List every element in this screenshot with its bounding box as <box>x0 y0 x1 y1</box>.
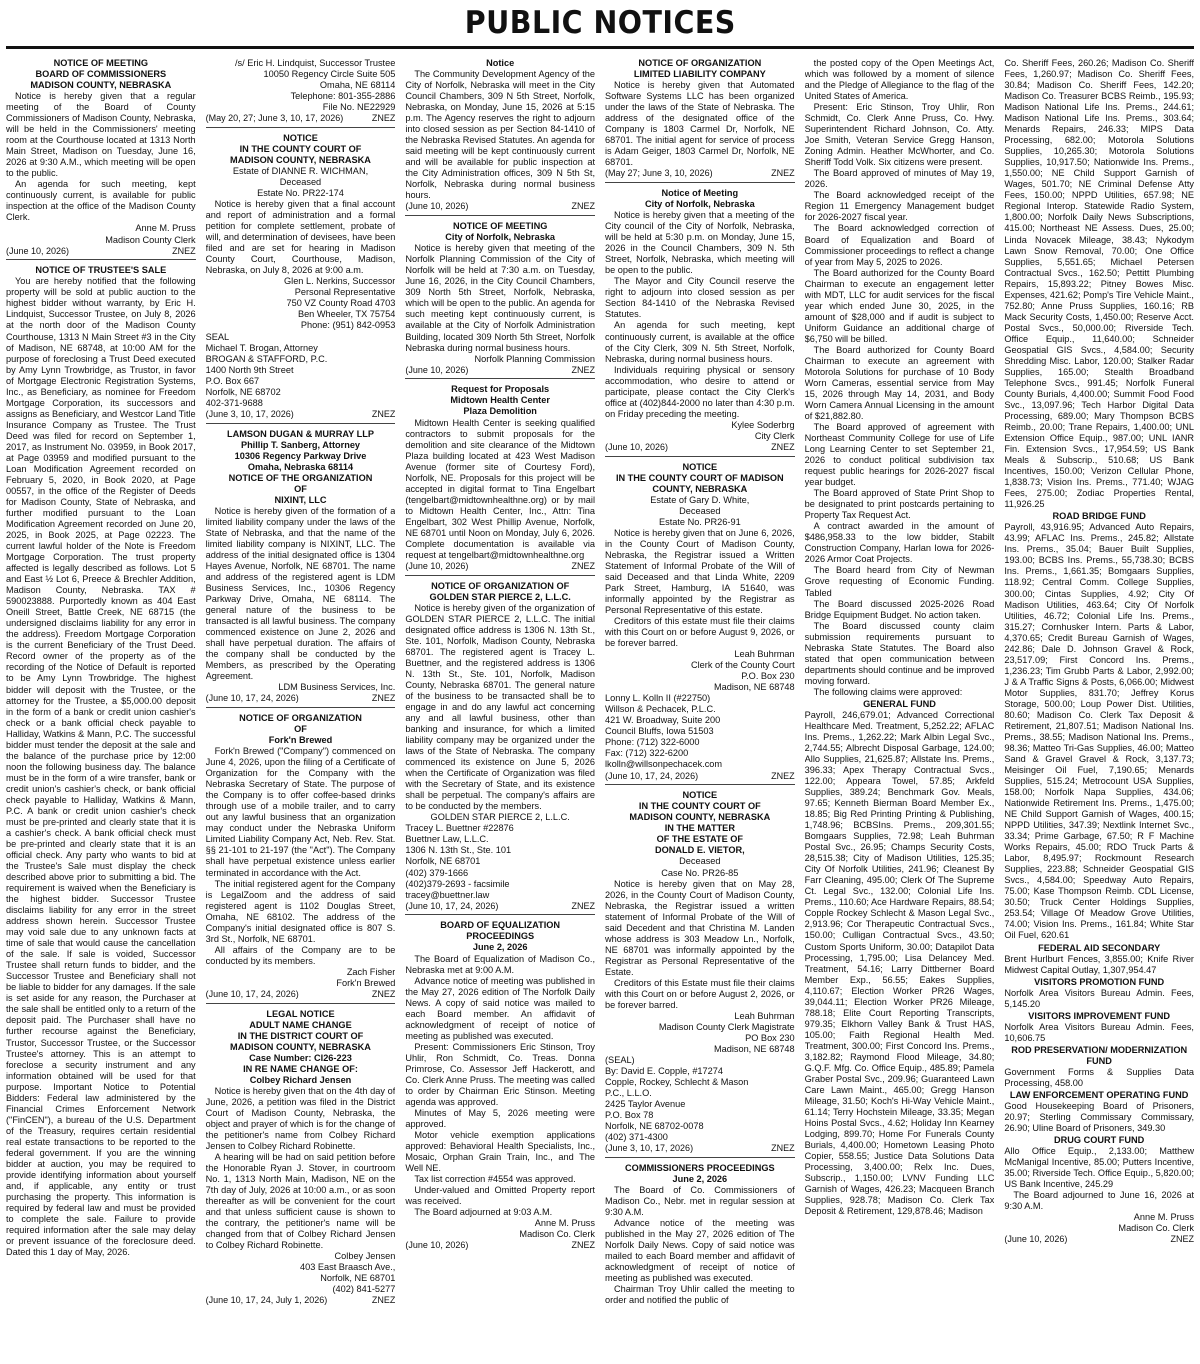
attorney-line: Willson & Pechacek, P.L.C. <box>605 704 716 715</box>
notice-paragraph: A hearing will be had on said petition before the Honorable Ryan J. Stover, in courtroom No. 1, 1313 North Main, Madison, NE on the 7th day of July, 2026 at 10:00 a.m., or as soon thereafter as will be convenient for the court and that unless sufficient cause is shown to the contrary, the petitioner's name will be changed from that of Colbey Richard Jensen to Colbey Richard Robinette. <box>205 1152 396 1251</box>
notice-block <box>605 788 795 1158</box>
notice-paragraph: The Board of Co. Commissioners of Madison Co., Nebr. met in regular session at 9:30 A.M. <box>605 1185 795 1218</box>
notice-block <box>206 131 396 424</box>
signature-line: (402) 841-5277 <box>332 1284 396 1295</box>
notice-paragraph: Fork'n Brewed ("Company") commenced on June 4, 2026, upon the filing of a Certificate of Organization for the Company with the Nebraska Secretary of State. The purpose of the Company is to offer coffee-based drinks through use of a mobile trailer, and to carry out any lawful business that an organization may conduct under the Nebraska Uniform Limited Liability Company Act, Neb. Rev. Stat. §§ 21-101 to 21-197 (the "Act"). The Company shall have perpetual existence unless earlier terminated in accordance with the Act. <box>205 746 396 878</box>
signature-line: Madison Co. Clerk <box>519 1229 595 1240</box>
fund-claims-text: Brent Hurlburt Fences, 3,855.00; Knife River Midwest Capital Outlay, 1,307,954.47 <box>1004 953 1194 975</box>
fund-heading: GENERAL FUND <box>863 698 936 709</box>
signature-line: Glen L. Nerkins, Successor <box>284 276 396 287</box>
notice-block <box>405 918 595 1254</box>
fund-claims-text: Payroll, 246,679.01; Advanced Correctional Healthcare Med. Treatment, 5,252.22; AFLAC Ins. Prems., 1,262.22; Mark Albin Legal Svc., 2,744.55; Albrecht Disposal Garbage, 124.00; Allo Supplies, 21,625.87; Allstate Ins. Prems., 396.33; Apex Therapy Contractual Svcs., 122.00; Appeara Towel, 57.85; Arkfeld Supplies, 389.24; Benchmark Gov. Meals, 97.65; Kenneth Bierman Board Member Ex., 18.85; Big Red Printing Printing & Publishing, 1,748.96; BCBSIns. Prems., 209,301.55; Bomgaars Supplies, 72.98; Leah Buhrman Postal Svc., 26.95; Champs Security Costs, 28,515.38; City of Madison Utilities, 125.35; City Of Norfolk Utilities, 241.96; Cleanest By Farr Cleaning, 495.00; Clerk Of The Supreme Ct. Legal Svc., 132.00; Colonial Life Ins. Prems., 110.60; Ace Hardware Repairs, 88.54; Copple Rockey Schlecht & Mason Legal Svc., 2,913.96; Cor Therapeutic Contractual Svcs., 150.00; Culligan Contractual Svcs., 43.50; Custom Sports Uniform, 30.00; Datapilot Data Processing, 1,795.00; Lisa Delancey Med. Treatment, 54.16; Larry Dittberner Board Member Exp., 56.55; Eakes Supplies, 4,110.67; Election Worker PR26 Wages, 39,044.11; Election Worker PR26 Mileage, 788.18; Elite Court Reporting Transcripts, 979.35; Elkhorn Valley Bank & Trust HAS, 105.00; Faith Regional Health Med. Treatment, 300.00; First Concord Ins. Prems., 3,182.82; Raymond Flood Mileage, 34.80; G.Q.F. Mfg. Co. Office Equip., 485.89; Pamela Graber Postal Svc., 209.96; Guaranteed Lawn Care Lawn Maint., 465.00; Gregg Hanson Mileage, 31.50; Koch's Hi-Way Vehicle Maint., 61.14; Terry Hochstein Mileage, 33.35; Megan Hoins Postal Svcs., 4.62; Holiday Inn Kearney Lodging, 899.70; Home For Funerals County Burials, 4,400.00; Hometown Leasing Photo Copier, 558.55; Justice Data Solutions Data Processing, 3,400.00; Relx Inc. Dues, Subscrip., 1,150.00; LVNV Funding LLC Garnish of Wages, 426.23; Macqueen Branch Supplies, 928.78; Madison Co. Clerk Tax Deposit & Retirement, 129,878.46; Madison <box>804 709 995 1217</box>
attorney-line: (402) 371-4300 <box>605 1132 668 1143</box>
publication-dates: (June 10, 2026) <box>1004 1234 1068 1245</box>
signature-line: Madison County Clerk <box>105 234 196 245</box>
publication-dates: (June 10, 17, 24, 2026) <box>205 988 299 999</box>
fund-heading: FEDERAL AID SECONDARY <box>1038 942 1161 953</box>
attorney-line: By: David E. Copple, #17274 <box>605 1066 723 1077</box>
publication-dates: (June 10, 2026) <box>605 441 669 452</box>
publication-footer <box>405 365 595 376</box>
signature-line: Omaha, NE 68114 <box>319 80 396 91</box>
notice-title-line: GOLDEN STAR PIERCE 2, L.L.C. <box>429 591 571 602</box>
notice-title-line: NOTICE OF ORGANIZATION OF <box>431 580 570 591</box>
publication-footer <box>605 771 795 782</box>
notice-paragraph: Notice is hereby given that meeting of the Norfolk Planning Commission of the City of Norfolk will be held at 7:30 a.m. on Tuesday, June 16, 2026, in the City Council Chambers, 309 North 5th Street, Norfolk, Nebraska, which will be open to the public. An agenda for such meeting kept continuously current, is available at the City of Norfolk Administration Building, located 309 North 5th Street, Norfolk Nebraska during normal business hours. <box>405 243 595 353</box>
signature-line: City Clerk <box>754 430 795 441</box>
signature-line: Telephone: 801-355-2886 <box>290 91 396 102</box>
notice-paragraph: The initial registered agent for the Company is LegalZoom and the address of said registered agent is 1102 Douglas Street, Omaha, NE 68102. The address of the Company's initial designated office is 807 S. 3rd St., Norfolk, NE 68701. <box>205 878 396 944</box>
signature-line: 403 East Braasch Ave., <box>299 1262 396 1273</box>
notice-block <box>6 56 196 260</box>
notice-paragraph: The following claims were approved: <box>813 686 963 697</box>
notice-paragraph: The Board of Equalization of Madison Co., Nebraska met at 9:00 A.M. <box>405 953 595 975</box>
publication-footer <box>206 113 396 124</box>
signature-line: 750 VZ County Road 4703 <box>286 298 396 309</box>
notice-title-line: OF <box>294 724 307 735</box>
signature-line: 10050 Regency Circle Suite 505 <box>263 69 396 80</box>
notice-title-line: MADISON COUNTY, NEBRASKA <box>629 812 771 823</box>
publication-dates: (June 10, 2026) <box>405 560 469 571</box>
notice-title-line: Notice <box>486 58 515 68</box>
publication-footer <box>405 561 595 572</box>
notice-paragraph: The Board adjourned at 9:03 A.M. <box>414 1207 553 1218</box>
attorney-line: Lonny L. Kolln II (#22750) <box>605 693 711 704</box>
attorney-line: Buettner Law, L.L.C. <box>405 834 489 845</box>
signature-line: Madison Co. Clerk <box>1118 1223 1194 1234</box>
attorney-line: 402-371-9688 <box>205 397 263 408</box>
notice-paragraph: The Mayor and City Council reserve the right to adjourn into closed session as per Section 84-1410 of the Nebraska Revised Statutes. <box>605 276 795 320</box>
publication-dates: (June 10, 2026) <box>405 364 469 375</box>
publication-dates: (June 10, 2026) <box>405 1240 469 1251</box>
publication-dates: (June 10, 2026) <box>6 245 70 256</box>
notice-title-line: LAMSON DUGAN & MURRAY LLP <box>226 428 374 439</box>
signature-line: LDM Business Services, Inc. <box>278 682 396 693</box>
fund-heading: ROAD BRIDGE FUND <box>1052 511 1146 522</box>
notice-title-line: Midtown Health Center <box>450 395 550 406</box>
notice-title-line: OF <box>294 483 307 494</box>
attorney-line: Michael T. Brogan, Attorney <box>205 342 318 353</box>
notice-title-line: MADISON COUNTY, NEBRASKA <box>30 80 172 91</box>
notice-title-line: NOTICE OF MEETING <box>452 221 548 232</box>
publication-code: ZNEZ <box>172 245 196 256</box>
fund-claims-text: Co. Sheriff Fees, 260.26; Madison Co. Sheriff Fees, 1,260.97; Madison Co. Sheriff Fees, 30.84; Madison Co. Sheriff Fees, 142.20; Madison Co. Treasurer BCBS Reimb., 195.93; Madison National Life Ins. Prems., 244.61; Madison National Life Ins. Prems., 303.64; Menards Repairs, 246.33; MIPS Data Processing, 682.00; Motorola Solutions Supplies, 10,265.30; Motorola Solutions Supplies, 10,917.50; Nationwide Ins. Prems., 1,550.00; NE Child Support Garnish of Wages, 501.70; NE Criminal Defense Atty Fees, 150.00; NPPD Utilities, 657.98; NE Regional Interop. Statewide Radio System, 1,800.00; Norfolk Daily News Subscriptions, 415.00; Northeast NE Assess. Dues, 25.00; Linda Novacek Mileage, 38.43; Nykodym Lawn Snow Removal, 70.00; One Office Supplies, 5,551.65; Michael Petersen Contractual Svcs., 162.50; Pettitt Plumbing Repairs, 15,893.22; Pitney Bowes Misc. Expenses, 421.62; Pomp's Tire Vehicle Maint., 752.80; Anne Pruss Supplies, 160.16; RB Mack Security Costs, 1,450.00; Reserve Acct. Postal Svcs., 50,000.00; Riverside Tech. Office Equip., 11,640.00; Schneider Geospatial GIS Svcs., 4,584.00; Security Shredding Misc. Labor, 120.00; Stalker Radar Supplies, 165.00; Stealth Broadband Telephone Svcs., 991.45; Norfolk Funeral County Burials, 4,400.00; Summit Food Food Svc., 13,097.96; Tech Harbor Digital Data Processing, 689.00; Mary Thompson BCBS Reimb., 20.00; Trane Repairs, 1,400.00; UNL Extension Office Equip., 987.00; UNL IANR Fin. Extension Svcs., 17,954.59; US Bank Meals & Subscrip., 510.68; US Bank Incentives, 150.00; Verizon Cellular Phone, 1,838.73; Vision Ins. Prems., 771.40; WJAG Fees, 275.00; Zodiac Properties Rental, 11,926.25 <box>1004 58 1194 510</box>
notice-block <box>405 382 595 575</box>
notice-title-line: NOTICE <box>682 790 718 801</box>
notice-paragraph: The Board approved of agreement with Northeast Community College for use of Life Long Learning Center to set September 21, 2026 to conduct political subdivision tax request public hearings for 2026-2027 fiscal year budget. <box>804 422 995 488</box>
notice-paragraph: Notice is hereby given that a meeting of the City council of the City of Norfolk, Nebraska, will be held at 5:30 p.m. on Monday, June 15, 2026 in the Council Chambers, 309 N. 5th Street, Norfolk, Nebraska, which meeting will be open to the public. <box>605 210 795 276</box>
notice-block <box>605 460 795 786</box>
publication-code: ZNEZ <box>571 900 595 911</box>
publication-code: ZNEZ <box>571 201 595 212</box>
publication-dates: (May 27; June 3, 10, 2026) <box>605 168 713 179</box>
attorney-line: Norfolk, NE 68702 <box>205 386 281 397</box>
notice-paragraph: The Board acknowledged correction of Board of Equalization and Board of Commissioner proceedings to reflect a change of year from May 5, 2025 to 2026. <box>804 223 995 267</box>
notice-title-line: June 2, 2026 <box>672 1174 728 1185</box>
notice-block <box>1004 56 1194 1248</box>
publication-footer <box>206 1295 396 1306</box>
notice-columns <box>6 56 1194 1360</box>
notice-paragraph: Notice is hereby given that a regular meeting of the Board of County Commissioners of Madison County, Nebraska, will be held in the Commissioners' meeting room at the Courthouse located at 1313 North Main Street, Madison on Tuesday, June 16, 2026 at 9:30 A.M., which meeting will be open to the public. <box>6 91 196 179</box>
notice-paragraph: All affairs of the Company are to be conducted by its members. <box>205 944 396 966</box>
fund-claims-text: Norfolk Area Visitors Bureau Admin. Fees, 10,606.75 <box>1004 1021 1194 1043</box>
signature-line: Anne M. Pruss <box>534 1218 595 1229</box>
fund-heading: ROD PRESERVATION/ MODERNIZATION FUND <box>1011 1044 1188 1066</box>
notice-title-line: IN THE COUNTY COURT OF <box>638 801 761 812</box>
notice-title-line: Notice of Meeting <box>661 188 739 199</box>
notice-title-line: Fork'n Brewed <box>268 735 333 746</box>
notice-block <box>405 219 595 379</box>
publication-code: ZNEZ <box>371 1295 396 1306</box>
publication-dates: (June 10, 17, 24, July 1, 2026) <box>205 1295 328 1306</box>
notice-paragraph: Midtown Health Center is seeking qualified contractors to submit proposals for the demolition and site clearance of the Midtown Plaza building located at 423 West Madison Avenue (former site of Courtesy Ford), Norfolk, NE. Proposals for this project will be accepted in digital format to Tina Engelbart (tengelbart@midtownhealthne.org) or by mail to Midtown Health Center, Inc., Attn: Tina Engelbart, 302 West Phillip Avenue, Norfolk, NE 68701 until Noon on Monday, July 6, 2026. Complete documentation is available via request at tengelbart@midtownhealthne.org <box>405 417 595 560</box>
publication-dates: (June 10, 17, 24, 2026) <box>205 693 299 704</box>
signature-line: Leah Buhrman <box>734 1010 795 1021</box>
notice-caption-line: Estate No. PR26-91 <box>658 516 741 527</box>
publication-code: ZNEZ <box>771 770 795 781</box>
notice-caption-line: Deceased <box>279 177 322 188</box>
attorney-line: (SEAL) <box>605 1055 635 1066</box>
notice-block <box>405 56 595 216</box>
notice-paragraph: Notice is hereby given that Automated Software Systems LLC has been organized under the laws of the State of Nebraska. The address of the designated office of the Company is 1803 Carmel Dr, Norfolk, NE 68701. The initial agent for service of process is Adam Geiger, 1803 Carmel Dr, Norfolk, NE 68701. <box>605 80 795 168</box>
signature-line: PO Box 230 <box>745 1032 795 1043</box>
notice-paragraph: Present: Commissioners Eric Stinson, Troy Uhlir, Ron Schmidt, Co. Treas. Donna Primrose, Co. Assessor Jeff Hackerott, and Co. Clerk Anne Pruss. The meeting was called to order by Chairman Eric Stinson. Meeting agenda was approved. <box>405 1041 595 1107</box>
publication-footer <box>405 201 595 212</box>
notice-paragraph: Notice is hereby given of the organization of GOLDEN STAR PIERCE 2, L.L.C. The initial designated office address is 1306 N. 13th St., Ste. 101, Norfolk, Madison County, Nebraska 68701. The registered agent is Tracey L. Buettner, and the registered address is 1306 N. 13th St., Ste. 101, Norfolk, Madison County, Nebraska 68701. The general nature of the business to be transacted shall be to engage in and do any lawful act concerning any and all lawful business, other than banking and insurance, for which a limited liability company may be organized under the laws of the State of Nebraska. The company commenced its existence on June 5, 2026 when the Certificate of Organization was filed with the Secretary of State, and its existence shall be perpetual. The company's affairs are to be conducted by the members. <box>405 602 595 812</box>
attorney-line: Norfolk, NE 68701 <box>405 856 481 867</box>
attorney-line: 1400 North 9th Street <box>205 364 294 375</box>
fund-heading: VISITORS IMPROVEMENT FUND <box>1028 1010 1171 1021</box>
publication-code: ZNEZ <box>571 364 595 375</box>
notice-paragraph: An agenda for such meeting, kept continuously current, is available for public inspection at the office of the Madison County Clerk. <box>6 179 196 223</box>
notice-title-line: ADULT NAME CHANGE <box>249 1019 352 1030</box>
notice-caption-line: Estate of Gary D. White, <box>650 494 750 505</box>
notice-column <box>805 56 995 1360</box>
attorney-line: 421 W. Broadway, Suite 200 <box>605 715 721 726</box>
notice-block <box>405 579 595 916</box>
notice-paragraph: An agenda for such meeting, kept continuously current, is available at the office of the City Clerk, 309 N. 5th Street, Norfolk, Nebraska, during normal business hours. <box>605 320 795 364</box>
notice-title-line: COMMISSIONERS PROCEEDINGS <box>625 1163 775 1174</box>
publication-code: ZNEZ <box>771 1143 795 1154</box>
notice-column <box>206 56 396 1360</box>
notice-column <box>605 56 795 1360</box>
notice-title-line: 10306 Regency Parkway Drive <box>234 450 367 461</box>
notice-title-line: DONALD E. VIETOR, <box>654 845 745 856</box>
notice-block <box>6 263 196 1261</box>
notice-title-line: COUNTY, NEBRASKA <box>652 483 748 494</box>
notice-title-line: City of Norfolk, Nebraska <box>445 232 556 243</box>
notice-title-line: NOTICE <box>682 461 718 472</box>
notice-paragraph: Minutes of May 5, 2026 meeting were approved. <box>405 1107 595 1129</box>
notice-paragraph: Notice is hereby given that on May 28, 2026, in the County Court of Madison County, Nebraska, the Registrar issued a written statement of Informal Probate of the Will of said Decedent and that Christina M. Landen whose address is 303 Meadow Ln., Norfolk, NE 68701 was informally appointed by the Registrar as Personal Representative of the Estate. <box>605 878 795 977</box>
notice-title-line: NOTICE OF MEETING <box>53 58 149 68</box>
notice-title-line: Omaha, Nebraska 68114 <box>247 461 354 472</box>
notice-title-line: Colbey Richard Jensen <box>249 1074 352 1085</box>
notice-paragraph: You are hereby notified that the following property will be sold at public auction to the highest bidder without warranty, by Eric H. Lindquist, Successor Trustee, on July 8, 2026 at the north door of the Madison County Courthouse, 1313 N Main Street #3 in the City of Madison, NE 68748, at 10:00 AM for the purpose of foreclosing a Trust Deed executed by Amy Lynn Trowbridge, as Trustor, in favor of Mortgage Electronic Registration Systems, Inc., as Beneficiary, as nominee for Freedom Mortgage Corporation, its successors and assigns as Beneficiary, and Westcor Land Title Insurance Company as Trustee. The Trust Deed was filed for record on September 1, 2017, as Instrument No. 03959, in Book 2017, at Page 03959 and modified pursuant to the Loan Modification Agreement recorded on February 5, 2020, in Book 2020, at Page 00557, in the office of the Register of Deeds for Madison County, State of Nebraska, and further modified pursuant to the Loan Modification Agreement recorded on June 20, 2025, in Book 2025, at Page 02223. The current lawful holder of the Note is Freedom Mortgage Corporation. The trust property affected is legally described as follows. Lot 5 and East ½ Lot 6, Preece & Brechler Addition, Madison County, Nebraska. TAX # 590023888. Purportedly known as 404 East Oneill Street, Battle Creek, NE 68715 (the undersigned disclaims liability for any error in the address). Freedom Mortgage Corporation is the current Beneficiary of the Trust Deed. Record owner of the property as of the recording of the Notice of Default is reported to be Amy Lynn Trowbridge. The highest bidder will deposit with the Trustee, or the attorney for the Trustee, a $5,000.00 deposit in the form of a bank or credit union cashier's check or a bank official check payable to Halliday, Watkins & Mann, P.C. The successful bidder must tender the deposit at the sale and the balance of the purchase price by 12:00 noon the following business day. The balance must be in the form of a wire transfer, bank or credit union's cashier's check, or bank official check payable to Halliday, Watkins & Mann, P.C. A bank or credit union cashier's check must be pre-printed and clearly state that it is a cashier's check. A bank official check must be pre-printed and clearly state that it is an official check. Any party who wants to bid at the Trustee's Sale must display the check described above prior to submitting a bid. The requirement is waived when the Beneficiary is the highest bidder. Successor Trustee disclaims liability for any error in the street address shown herein. Successor Trustee may void sale due to any unknown facts at time of sale that would cause the cancellation of the sale. If sale is voided, Successor Trustee shall return funds to bidder, and the Successor Trustee and Beneficiary shall not be liable to bidder for any damages. If the sale is set aside for any reason, the Purchaser at the sale shall be entitled only to a return of the deposit paid. The Purchaser shall have no further recourse against the Beneficiary, Trustor, Successor Trustee, or the Successor Trustee's attorney. This is an attempt to foreclose a security instrument and any information obtained will be used for that purpose. Important Notice to Potential Bidders: Federal law administered by the Financial Crimes Enforcement Network ("FinCEN"), a bureau of the U.S. Department of the Treasury, requires certain residential real estate transactions to be reported to the federal government. If you are the winning bidder at auction, you may be required to provide identifying information about yourself and, if applicable, any entity or trust purchasing the property. This information is required by federal law and must be provided to complete the sale. Failure to provide required information after the sale may delay or prevent issuance of the foreclosure deed. Dated this 1 day of May, 2026. <box>6 276 196 1258</box>
publication-code: ZNEZ <box>371 408 396 419</box>
signature-line: Personal Representative <box>294 287 396 298</box>
publication-code: ZNEZ <box>1170 1234 1194 1245</box>
publication-footer <box>1004 1234 1194 1245</box>
notice-paragraph: The Board approved of State Print Shop to be designated to print postcards pertaining to Property Tax Request Act. <box>804 488 995 521</box>
notice-column <box>405 56 595 1360</box>
notice-block <box>206 1007 396 1310</box>
signature-line: Leah Buhrman <box>734 649 795 660</box>
notice-block <box>206 427 396 709</box>
fund-heading: LAW ENFORCEMENT OPERATING FUND <box>1009 1089 1189 1100</box>
notice-title-line: Phillip T. Sanberg, Attorney <box>240 439 361 450</box>
notice-paragraph: Notice is hereby given that on June 6, 2026, in the County Court of Madison County, Nebraska, the Registrar issued a Written Statement of Informal Probate of the Will of said Deceased and that Linda White, 2209 Park Street, Hamburg, IA 51640, was informally appointed by the Registrar as Personal Representative of this estate. <box>605 527 795 616</box>
notice-caption-line: Estate of DIANNE R. WICHMAN, <box>232 166 369 177</box>
signature-line: Madison, NE 68748 <box>713 682 795 693</box>
notice-title-line: IN THE MATTER <box>664 823 735 834</box>
attorney-line: SEAL <box>205 331 230 342</box>
notice-title-line: IN THE DISTRICT COURT OF <box>237 1030 364 1041</box>
attorney-line: (402) 379-1666 <box>405 867 469 878</box>
notice-title-line: BOARD OF COMMISSIONERS <box>35 69 167 80</box>
publication-footer <box>6 246 196 257</box>
signature-line: Norfolk, NE 68701 <box>320 1273 396 1284</box>
publication-code: ZNEZ <box>571 1240 595 1251</box>
attorney-line: Tracey L. Buettner #22876 <box>405 823 514 834</box>
signature-line: Kylee Soderbrg <box>731 419 795 430</box>
signature-line: P.O. Box 230 <box>741 671 795 682</box>
publication-footer <box>206 693 396 704</box>
attorney-line: P.O. Box 78 <box>605 1110 654 1121</box>
attorney-line: Fax: (712) 322-6200 <box>605 748 689 759</box>
signature-line: Ben Wheeler, TX 75754 <box>297 309 396 320</box>
fund-claims-text: Payroll, 43,916.95; Advanced Auto Repairs, 43.99; AFLAC Ins. Prems., 245.82; Allstate Ins. Prems., 35.04; Bauer Built Supplies, 193.00; BCBS Ins. Prems., 55,738.30; BCBS Ins. Prems., 1,661.35; Bomgaars Supplies, 118.92; Central Comm. College Supplies, 300.00; Cintas Supplies, 4.92; City Of Madison Utilities, 463.64; City Of Norfolk Utilities, 46.72; Colonial Life Ins. Prems., 315.27; Cornhusker Intern. Parts & Labor, 4,370.65; Credit Bureau Garnish of Wages, 242.86; Dale D. Johnson Gravel & Rock, 23,517.09; First Concord Ins. Prems., 1,236.23; Tim Grubb Parts & Labor, 2,992.00; J & A Traffic Signs & Posts, 6,066.00; Midwest Motor Supplies, 831.70; Jeffrey Korus Storage, 500.00; Loup Power Dist. Utilities, 80.60; Madison Co. Clerk Tax Deposit & Retirement, 21,807.51; Madison National Ins. Prems., 38.55; Madison National Ins. Prems., 98.36; Matteo Tri-Gas Supplies, 46.00; Matteo Sand & Gravel Gravel & Rock, 3,137.73; Meisinger Oil Fuel, 7,190.65; Menards Supplies, 515.24; Metrocount USA Supplies, 158.00; Norfolk Napa Supplies, 434.06; Nationwide Retirement Ins. Prems., 1,475.00; NE Child Support Garnish of Wages, 400.15; NPPD Utilities, 347.39; Nextlink Internet Svc., 33.34; Prime Garbage, 67.50; R F Machine Works Repairs, 45.00; RDO Truck Parts & Labor, 8,495.97; Rockmount Research Supplies, 223.88; Schneider Geospatial GIS Svcs., 4,584.00; Speedway Auto Repairs, 75.00; Kase Thompson Reimb. CDL License, 30.50; Truck Center Holdings Supplies, 253.54; Village Of Meadow Grove Utilities, 74.00; Vision Ins. Prems., 161.84; White Star Oil Fuel, 620.61 <box>1004 522 1194 941</box>
notice-block <box>206 56 396 128</box>
attorney-line: 2425 Taylor Avenue <box>605 1099 686 1110</box>
notice-title-line: NIXINT, LLC <box>274 494 327 505</box>
signature-line: Zach Fisher <box>346 966 396 977</box>
signature-line: Madison County Clerk Magistrate <box>658 1021 795 1032</box>
notice-title-line: NOTICE OF ORGANIZATION <box>239 713 362 724</box>
signature-line: Anne M. Pruss <box>135 223 196 234</box>
publication-code: ZNEZ <box>371 113 396 124</box>
notice-title-line: Request for Proposals <box>451 384 550 395</box>
notice-paragraph: Under-valued and Omitted Property report was received. <box>405 1185 595 1207</box>
notice-paragraph: Motor vehicle exemption applications approved: Behavioral Health Specialists, Inc., Mosaic, Orphan Grain Train, Inc., and The Well NE. <box>405 1130 595 1174</box>
notice-paragraph: The Community Development Agency of the City of Norfolk, Nebraska will meet in the City Council Chambers, 309 N 5th Street, Norfolk, Nebraska, on Monday, June 15, 2026 at 5:15 p.m. The Agency reserves the right to adjourn into closed session as per Section 84-1410 of the Nebraska Revised Statutes. An agenda for said meeting will be kept continuously current and will be available for public inspection at the City Administration offices, 309 N 5th St, Norfolk, Nebraska during normal business hours. <box>405 69 595 201</box>
notice-title-line: June 2, 2026 <box>472 942 528 953</box>
attorney-line: Norfolk, NE 68702-0078 <box>605 1121 704 1132</box>
notice-paragraph: Creditors of this Estate must file their claims with this Court on or before August 2, 2026, or be forever barred. <box>605 977 795 1010</box>
fund-claims-text: Good Housekeeping Board of Prisoners, 20.97; Sterling Commissary Commissary, 26.90; Uline Board of Prisoners, 349.30 <box>1004 1100 1194 1133</box>
notice-caption-line: GOLDEN STAR PIERCE 2, L.L.C. <box>430 812 570 823</box>
notice-paragraph: Chairman Troy Uhlir called the meeting to order and notified the public of <box>605 1284 795 1306</box>
notice-paragraph: The Board heard from City of Newman Grove requesting of Economic Funding. Tabled <box>804 565 995 598</box>
signature-line: Phone: (951) 842-0953 <box>300 320 396 331</box>
page-header <box>6 0 1194 49</box>
fund-heading: VISITORS PROMOTION FUND <box>1034 976 1165 987</box>
notice-block <box>605 56 795 183</box>
attorney-line: lkolln@willsonpechacek.com <box>605 759 723 770</box>
page-title: PUBLIC NOTICES <box>464 5 736 41</box>
signature-line: /s/ Eric H. Lindquist, Successor Trustee <box>234 58 396 68</box>
notice-title-line: IN THE COUNTY COURT OF <box>239 143 362 154</box>
notice-paragraph: The Board authorized for County Board Chairman to execute an agreement with Motorola Solutions for purchase of 10 Body Worn Cameras, essential service from May 15, 2026 through May 14, 2031, and Body Worn Camera Annual Licensing in the amount of $21,882.80. <box>804 344 995 421</box>
fund-heading: DRUG COURT FUND <box>1053 1135 1145 1146</box>
notice-paragraph: The Board discussed 2025-2026 Road Bridge Equipment Budget. No action taken. <box>804 598 995 620</box>
notice-title-line: NOTICE OF TRUSTEE'S SALE <box>35 265 167 276</box>
signature-line: Madison, NE 68748 <box>713 1044 795 1055</box>
publication-footer <box>605 168 795 179</box>
notice-paragraph: Notice is hereby given of the formation of a limited liability company under the laws of the State of Nebraska, and that the name of the limited liability company is NIXINT, LLC. The address of the initial designated office is 1304 Hayes Avenue, Norfolk, NE 68701. The name and address of the registered agent is LDM Business Services, Inc., 10306 Regency Parkway Drive, Omaha, NE 68114. The general nature of the business to be transacted is all lawful business. The company commenced existence on June 2, 2026 and shall have perpetual duration. The affairs of the company shall be conducted by the Members, as prescribed by the Operating Agreement. <box>205 505 396 682</box>
notice-caption-line: Estate No. PR22-174 <box>257 188 344 199</box>
notice-title-line: PROCEEDINGS <box>466 931 535 942</box>
notice-title-line: LEGAL NOTICE <box>266 1008 335 1019</box>
fund-claims-text: Government Forms & Supplies Data Processing, 458.00 <box>1004 1066 1194 1088</box>
notice-paragraph: Tax list correction #4554 was approved. <box>414 1174 576 1185</box>
notice-paragraph: The Board authorized for the County Board Chairman to execute an engagement letter with MDT, LLC for audit services for the fiscal year which ended June 30, 2025, in the amount of $28,000 and if audit is subject to Uniform Guidance an additional charge of $6,750 will be billed. <box>804 267 995 344</box>
attorney-line: BROGAN & STAFFORD, P.C. <box>205 353 328 364</box>
notice-paragraph: the posted copy of the Open Meetings Act, which was followed by a moment of silence and the Pledge of Allegiance to the flag of the United States of America. <box>804 58 995 102</box>
publication-dates: (June 10, 17, 24, 2026) <box>405 900 499 911</box>
fund-claims-text: Allo Office Equip., 2,133.00; Matthew McManigal Incentive, 85.00; Putters Incentive, 35.00; Riverside Tech. Office Equip., 5,820.00; US Bank Incentive, 245.29 <box>1004 1146 1194 1190</box>
attorney-line: Council Bluffs, Iowa 51503 <box>605 726 714 737</box>
notice-title-line: Case Number: CI26-223 <box>249 1052 352 1063</box>
notice-title-line: IN THE COUNTY COURT OF MADISON <box>615 472 784 483</box>
notice-paragraph: Present: Eric Stinson, Troy Uhlir, Ron Schmidt, Co. Clerk Anne Pruss, Co. Hwy. Superintendent Richard Johnson, Co. Atty. Joe Smith, Veteran Service Gregg Hanson, Zoning Admin. Heather McWhorter, and Co. Sheriff Todd Volk. Six citizens were present. <box>804 102 995 168</box>
notice-title-line: NOTICE OF ORGANIZATION <box>638 58 762 68</box>
publication-footer <box>405 901 595 912</box>
notice-title-line: BOARD OF EQUALIZATION <box>440 920 561 931</box>
notice-title-line: MADISON COUNTY, NEBRASKA <box>230 1041 371 1052</box>
publication-code: ZNEZ <box>371 988 396 999</box>
signature-line: Anne M. Pruss <box>1133 1212 1194 1223</box>
notice-paragraph: A contract awarded in the amount of $486,958.33 to the low bidder, Stabilt Construction Company, Harlan Iowa for 2026-2026 Armor Coat Projects. <box>804 521 995 565</box>
publication-code: ZNEZ <box>771 168 795 179</box>
notice-title-line: NOTICE <box>283 132 318 143</box>
notice-block <box>605 186 795 457</box>
publication-code: ZNEZ <box>571 560 595 571</box>
attorney-line: Phone: (712) 322-6000 <box>605 737 700 748</box>
notice-paragraph: Individuals requiring physical or sensory accommodation, who desire to attend or participate, please contact the City Clerk's office at (402)844-2000 no later than 4:30 p.m. on Friday preceding the meeting. <box>605 364 795 419</box>
notice-caption-line: Deceased <box>679 505 721 516</box>
fund-claims-text: Norfolk Area Visitors Bureau Admin. Fees, 5,145.20 <box>1004 987 1194 1009</box>
notice-caption-line: Deceased <box>679 856 721 867</box>
notice-paragraph: Notice is hereby given that a final account and report of administration and a formal petition for complete settlement, probate of will, and determination of devisees, have been filed and are set for hearing in Madison County Court, Courthouse, Madison, Nebraska, on July 8, 2026 at 9:00 a.m. <box>205 199 396 276</box>
attorney-line: Copple, Rockey, Schlecht & Mason <box>605 1077 749 1088</box>
notice-paragraph: Advance notice of the meeting was published in the May 27, 2026 edition of The Norfolk Daily News. Copy of said notice was mailed to each Board member and affidavit of acknowledgment of receipt of notice of meeting as published was executed. <box>605 1218 795 1284</box>
publication-footer <box>605 1143 795 1154</box>
notice-paragraph: The Board approved of minutes of May 19, 2026. <box>804 168 995 190</box>
signature-line: Colbey Jensen <box>334 1251 396 1262</box>
attorney-line: (402)379-2693 - facsimile <box>405 878 510 889</box>
publication-footer <box>206 989 396 1000</box>
notice-paragraph: The Board acknowledged receipt of the Region 11 Emergency Management budget for 2026-2027 fiscal year. <box>804 190 995 223</box>
signature-line: Norfolk Planning Commission <box>474 353 595 364</box>
attorney-line: P.O. Box 667 <box>205 375 260 386</box>
notice-title-line: Plaza Demolition <box>463 406 537 417</box>
signature-line: File No. NE22929 <box>322 102 396 113</box>
publication-dates: (June 3, 10, 17, 2026) <box>205 408 294 419</box>
publication-code: ZNEZ <box>771 441 795 452</box>
publication-footer <box>206 409 396 420</box>
publication-code: ZNEZ <box>371 693 396 704</box>
notice-caption-line: Case No. PR26-85 <box>661 867 739 878</box>
signature-line: Clerk of the County Court <box>690 660 795 671</box>
publication-dates: (June 10, 17, 24, 2026) <box>605 770 699 781</box>
attorney-line: P.C., L.L.O. <box>605 1088 652 1099</box>
attorney-line: tracey@buettner.law <box>405 889 490 900</box>
notice-block <box>605 1161 795 1309</box>
publication-dates: (June 3, 10, 17, 2026) <box>605 1143 694 1154</box>
notice-title-line: LIMITED LIABILITY COMPANY <box>633 69 766 80</box>
publication-dates: (May 20, 27; June 3, 10, 17, 2026) <box>205 113 344 124</box>
notice-column <box>1004 56 1194 1360</box>
notice-paragraph: Advance notice of meeting was published in the May 27, 2026 edition of The Norfolk Daily News. A copy of said notice was mailed to each Board member. An affidavit of acknowledgment of receipt of notice of meeting as published was executed. <box>405 975 595 1041</box>
notice-paragraph: Notice is hereby given that on the 4th day of June, 2026, a petition was filed in the District Court of Madison County, Nebraska, the object and prayer of which is for the change of the petitioner's name from Colbey Richard Jensen to Colbey Richard Robinette. <box>205 1085 396 1152</box>
notice-paragraph: The Board adjourned to June 16, 2026 at 9:30 A.M. <box>1004 1190 1194 1212</box>
notice-column <box>6 56 196 1360</box>
notice-paragraph: Creditors of this estate must file their claims with this Court on or before August 9, 2026, or be forever barred. <box>605 616 795 649</box>
notice-block <box>206 711 396 1004</box>
notice-title-line: OF THE ESTATE OF <box>656 834 744 845</box>
notice-title-line: MADISON COUNTY, NEBRASKA <box>230 155 371 166</box>
notice-paragraph: The Board discussed county claim submission requirements pursuant to Nebraska State Statutes. The Board also stated that open communication between departments should continue and be improved moving forward. <box>804 620 995 686</box>
notice-block <box>805 56 995 1220</box>
publication-dates: (June 10, 2026) <box>405 201 469 212</box>
attorney-line: 1306 N. 13th St., Ste. 101 <box>405 845 512 856</box>
notice-title-line: City of Norfolk, Nebraska <box>644 199 755 210</box>
signature-line: Fork'n Brewed <box>336 977 396 988</box>
notice-title-line: NOTICE OF THE ORGANIZATION <box>228 472 373 483</box>
notice-title-line: IN RE NAME CHANGE OF: <box>243 1063 358 1074</box>
publication-footer <box>605 442 795 453</box>
publication-footer <box>405 1240 595 1251</box>
